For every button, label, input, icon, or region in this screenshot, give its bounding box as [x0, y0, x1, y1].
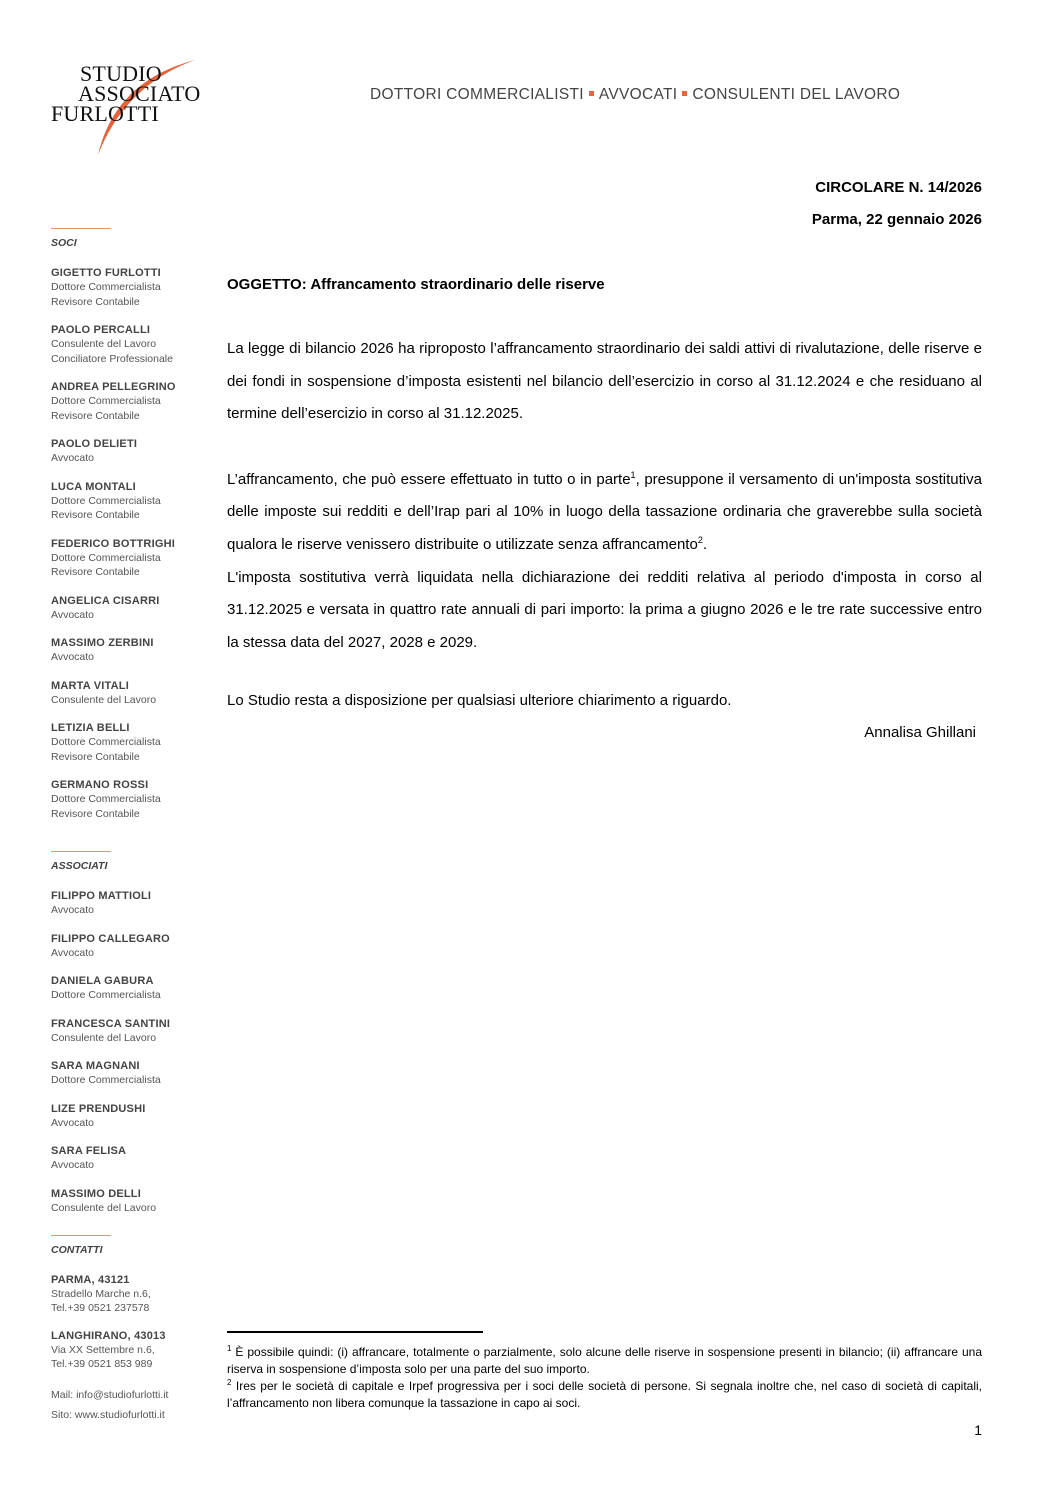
person-entry — [51, 778, 211, 821]
page-number: 1 — [974, 1422, 982, 1438]
office-contact — [51, 1329, 211, 1371]
paragraph-2 — [227, 464, 982, 562]
person-entry — [51, 679, 211, 708]
person-entry — [51, 437, 211, 466]
person-name: FRANCESCA SANTINI — [51, 1017, 171, 1030]
person-role: Avvocato — [51, 946, 94, 959]
person-role: Avvocato — [51, 1159, 94, 1171]
person-role: Consulente del Lavoro — [51, 338, 157, 350]
office-contact — [51, 1273, 211, 1315]
person-entry — [51, 636, 211, 665]
person-role: Revisore Contabile — [51, 295, 140, 308]
person-role: Avvocato — [51, 904, 94, 916]
person-role: Dottore Commercialista — [51, 551, 161, 564]
person-role: Dottore Commercialista — [51, 736, 161, 748]
person-role: Avvocato — [51, 1116, 94, 1129]
person-entry — [51, 721, 211, 764]
person-name: LUCA MONTALI — [51, 480, 136, 493]
associati-list — [51, 889, 211, 1215]
footnote-1 — [227, 1344, 982, 1378]
person-name: SARA MAGNANI — [51, 1060, 140, 1072]
studio-logo — [50, 58, 210, 158]
person-entry — [51, 932, 211, 961]
person-entry — [51, 1187, 211, 1216]
person-name: FILIPPO MATTIOLI — [51, 890, 152, 902]
person-entry — [51, 323, 211, 366]
office-detail: Stradello Marche n.6, — [51, 1288, 151, 1300]
person-name: LIZE PRENDUSHI — [51, 1102, 146, 1115]
person-role: Revisore Contabile — [51, 566, 140, 578]
footnote-number: 2 — [227, 1378, 232, 1387]
footnote-text: È possibile quindi: (i) affrancare, totalmente o parzialmente, solo alcune delle riserve in sospensione presenti in bilancio; (ii) affrancare una riserva in sospensione d’imposta solo per una parte del suo importo. — [227, 1345, 982, 1376]
circolare-number: CIRCOLARE N. 14/2026 — [815, 179, 982, 196]
paragraph-4: Lo Studio resta a disposizione per qualsiasi ulteriore chiarimento a riguardo. — [227, 692, 732, 710]
person-entry — [51, 1059, 211, 1088]
office-detail: Tel.+39 0521 853 989 — [51, 1358, 153, 1370]
person-name: GERMANO ROSSI — [51, 779, 149, 791]
person-name: FILIPPO CALLEGARO — [51, 932, 170, 945]
person-name: MARTA VITALI — [51, 679, 129, 692]
person-role: Consulente del Lavoro — [51, 1201, 157, 1214]
document-subject: OGGETTO: Affrancamento straordinario delle riserve — [227, 276, 605, 293]
bullet-square-icon — [682, 91, 687, 96]
footnote-separator — [227, 1331, 483, 1333]
person-role: Revisore Contabile — [51, 807, 140, 820]
person-entry — [51, 537, 211, 580]
contact-website[interactable]: Sito: www.studiofurlotti.it — [51, 1409, 165, 1421]
tagline-part: DOTTORI COMMERCIALISTI — [370, 86, 584, 103]
section-divider — [51, 851, 111, 852]
person-role: Dottore Commercialista — [51, 989, 161, 1001]
office-city: PARMA, 43121 — [51, 1274, 130, 1286]
logo-text-studio: STUDIO — [80, 61, 162, 86]
paragraph-1: La legge di bilancio 2026 ha riproposto l’affrancamento straordinario dei saldi attivi di rivalutazione, delle riserve e dei fondi in sospensione d’imposta esistenti nel bilancio dell’esercizio in corso al 31.12.2024 e che residuano al termine dell’esercizio in corso al 31.12.2025. — [227, 340, 982, 423]
person-name: ANGELICA CISARRI — [51, 594, 160, 607]
section-title-contatti: CONTATTI — [51, 1244, 103, 1256]
section-divider — [51, 1235, 111, 1236]
soci-list — [51, 266, 211, 821]
person-name: PAOLO PERCALLI — [51, 324, 151, 336]
person-role: Dottore Commercialista — [51, 793, 161, 805]
person-name: SARA FELISA — [51, 1145, 127, 1157]
document-body — [227, 276, 982, 741]
sidebar-letterhead — [51, 228, 211, 1425]
person-name: MASSIMO ZERBINI — [51, 637, 154, 649]
header-tagline — [370, 86, 900, 104]
person-role: Avvocato — [51, 608, 94, 621]
footnote-2 — [227, 1378, 982, 1412]
section-divider — [51, 228, 111, 229]
contatti-list — [51, 1273, 211, 1371]
person-role: Dottore Commercialista — [51, 494, 161, 507]
bullet-square-icon — [589, 91, 594, 96]
logo-text-associato: ASSOCIATO — [78, 81, 201, 106]
footnotes — [227, 1344, 982, 1412]
tagline-part: AVVOCATI — [598, 86, 678, 103]
person-name: FEDERICO BOTTRIGHI — [51, 537, 175, 550]
person-role: Consulente del Lavoro — [51, 693, 157, 706]
person-role: Consulente del Lavoro — [51, 1031, 157, 1044]
person-name: MASSIMO DELLI — [51, 1187, 141, 1200]
person-name: GIGETTO FURLOTTI — [51, 267, 161, 279]
person-entry — [51, 266, 211, 309]
footnote-number: 1 — [227, 1344, 232, 1353]
footnote-ref-2[interactable]: 2 — [697, 534, 703, 545]
section-title-soci: SOCI — [51, 237, 77, 249]
logo-text-furlotti: FURLOTTI — [51, 101, 159, 126]
person-entry — [51, 380, 211, 423]
office-city: LANGHIRANO, 43013 — [51, 1330, 166, 1342]
paragraph-2-text: , presuppone il versamento di un'imposta sostitutiva delle imposte sui redditi e dell’Irap pari al 10% in luogo della tassazione ordinaria che graverebbe sulla società qualora le riserve venissero distribuite o utilizzate senza affrancamento — [227, 470, 982, 553]
tagline-part: CONSULENTI DEL LAVORO — [692, 86, 901, 103]
person-entry — [51, 889, 211, 918]
person-role: Dottore Commercialista — [51, 281, 161, 293]
section-title-associati: ASSOCIATI — [51, 860, 108, 872]
document-date: Parma, 22 gennaio 2026 — [811, 211, 982, 228]
paragraph-2-text: L’affrancamento, che può essere effettuato in tutto o in parte — [227, 470, 631, 488]
person-role: Dottore Commercialista — [51, 1074, 161, 1086]
office-detail: Via XX Settembre n.6, — [51, 1344, 155, 1356]
person-entry — [51, 974, 211, 1003]
person-name: LETIZIA BELLI — [51, 722, 130, 734]
footnote-text: Ires per le società di capitale e Irpef progressiva per i soci delle società di persone. Si segnala inoltre che, nel caso di società di capitali, l’affrancamento non libera comunque la tassazione in capo ai soci. — [227, 1379, 982, 1410]
paragraph-3: L'imposta sostitutiva verrà liquidata nella dichiarazione dei redditi relativa al periodo d'imposta in corso al 31.12.2025 e versata in quattro rate annuali di pari importo: la prima a giugno 2026 e le tre rate successive entro la stessa data del 2027, 2028 e 2029. — [227, 568, 982, 651]
signature: Annalisa Ghillani — [864, 724, 976, 742]
office-detail: Tel.+39 0521 237578 — [51, 1302, 150, 1314]
person-role: Avvocato — [51, 452, 94, 464]
person-entry — [51, 1017, 211, 1046]
person-role: Revisore Contabile — [51, 509, 140, 521]
footnote-ref-1[interactable]: 1 — [630, 469, 636, 480]
person-role: Conciliatore Professionale — [51, 352, 173, 365]
person-name: ANDREA PELLEGRINO — [51, 381, 176, 393]
paragraph-2-text: . — [702, 535, 707, 553]
person-entry — [51, 480, 211, 523]
person-name: DANIELA GABURA — [51, 975, 154, 987]
person-role: Revisore Contabile — [51, 750, 140, 763]
person-role: Dottore Commercialista — [51, 395, 161, 407]
person-role: Revisore Contabile — [51, 409, 140, 422]
person-entry — [51, 594, 211, 623]
person-entry — [51, 1102, 211, 1131]
person-role: Avvocato — [51, 651, 94, 663]
contact-mail[interactable]: Mail: info@studiofurlotti.it — [51, 1389, 169, 1401]
person-entry — [51, 1144, 211, 1173]
person-name: PAOLO DELIETI — [51, 438, 138, 450]
